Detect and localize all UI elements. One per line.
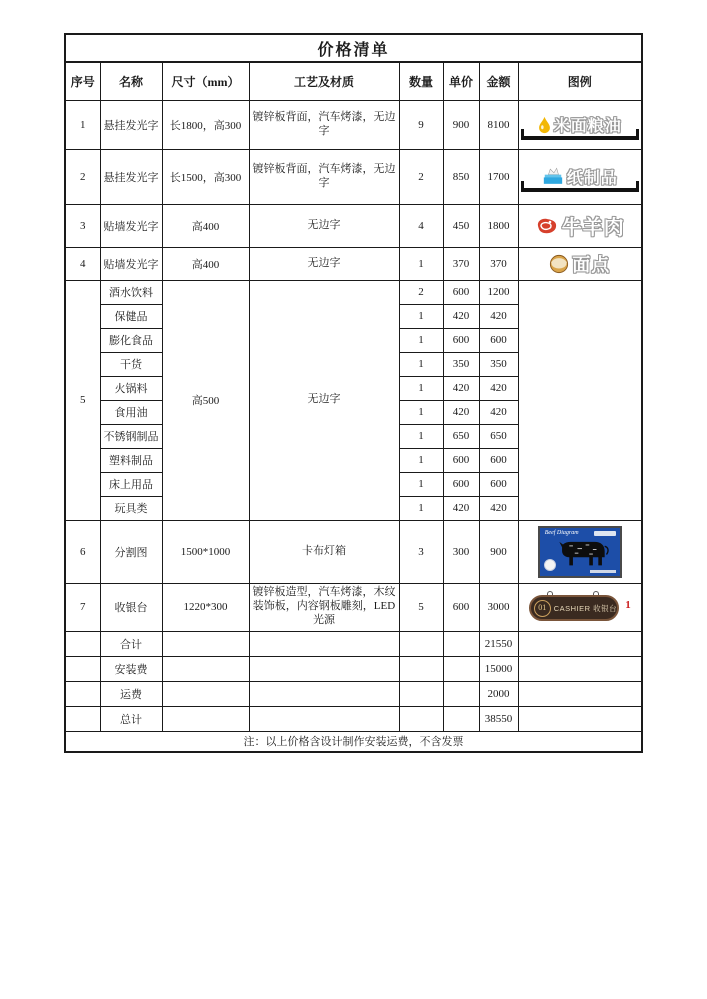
title-row — [65, 34, 642, 62]
cell-process: 镀锌板背面，汽车烤漆，无边字 — [249, 100, 399, 149]
cell-no: 5 — [65, 280, 100, 520]
tissue-box-icon — [542, 167, 564, 186]
cell-qty: 1 — [399, 472, 443, 496]
cell-qty: 1 — [399, 448, 443, 472]
cell-no: 2 — [65, 149, 100, 204]
cell-qty: 4 — [399, 204, 443, 247]
col-header-amount: 金额 — [479, 62, 518, 100]
cell-empty — [249, 656, 399, 681]
table-row — [65, 583, 642, 631]
cell-name: 食用油 — [100, 400, 162, 424]
cell-name: 床上用品 — [100, 472, 162, 496]
cell-empty — [399, 656, 443, 681]
cell-name: 不锈钢制品 — [100, 424, 162, 448]
cell-qty: 2 — [399, 280, 443, 304]
cell-legend — [518, 583, 642, 631]
col-header-no: 序号 — [65, 62, 100, 100]
cow-icon — [553, 539, 611, 570]
cell-unit-price: 600 — [443, 280, 479, 304]
cell-empty — [65, 631, 100, 656]
cell-amount: 600 — [479, 328, 518, 352]
sign-text: 米面粮油 — [553, 118, 622, 135]
cell-unit-price: 600 — [443, 583, 479, 631]
cell-qty: 1 — [399, 352, 443, 376]
cell-empty — [443, 706, 479, 731]
cell-no: 3 — [65, 204, 100, 247]
cell-amount: 3000 — [479, 583, 518, 631]
cell-amount: 420 — [479, 400, 518, 424]
col-header-process: 工艺及材质 — [249, 62, 399, 100]
cell-empty — [162, 631, 249, 656]
table-row — [65, 520, 642, 583]
cell-name: 酒水饮料 — [100, 280, 162, 304]
cell-legend — [518, 204, 642, 247]
cell-amount: 8100 — [479, 100, 518, 149]
cell-name: 干货 — [100, 352, 162, 376]
col-header-name: 名称 — [100, 62, 162, 100]
cell-size: 1220*300 — [162, 583, 249, 631]
meat-sign — [523, 211, 637, 241]
cell-unit-price: 850 — [443, 149, 479, 204]
cell-legend-empty — [518, 280, 642, 520]
summary-label: 合计 — [100, 631, 162, 656]
table-row — [65, 100, 642, 149]
cashier-sign — [529, 595, 619, 621]
summary-row-subtotal — [65, 631, 642, 656]
cell-empty — [162, 681, 249, 706]
cell-amount: 350 — [479, 352, 518, 376]
cell-qty: 3 — [399, 520, 443, 583]
cell-empty — [399, 631, 443, 656]
cell-size: 1500*1000 — [162, 520, 249, 583]
cell-legend — [518, 149, 642, 204]
cell-no: 1 — [65, 100, 100, 149]
cell-unit-price: 600 — [443, 472, 479, 496]
cell-name: 贴墙发光字 — [100, 247, 162, 280]
header-row — [65, 62, 642, 100]
cell-legend — [518, 520, 642, 583]
page-title: 价格清单 — [65, 34, 642, 62]
cashier-number-badge: 01 — [534, 600, 551, 617]
cell-no: 4 — [65, 247, 100, 280]
table-row — [65, 149, 642, 204]
paper-products-sign — [521, 162, 639, 192]
cell-amount: 1800 — [479, 204, 518, 247]
cell-empty — [65, 706, 100, 731]
cell-empty — [518, 681, 642, 706]
cell-name: 悬挂发光字 — [100, 100, 162, 149]
cell-empty — [399, 706, 443, 731]
cell-empty — [162, 656, 249, 681]
col-header-qty: 数量 — [399, 62, 443, 100]
cashier-sign-image — [529, 589, 631, 625]
cell-qty: 1 — [399, 304, 443, 328]
cell-size: 高400 — [162, 204, 249, 247]
col-header-size: 尺寸（mm） — [162, 62, 249, 100]
cell-process: 无边字 — [249, 247, 399, 280]
cell-legend — [518, 100, 642, 149]
cell-unit-price: 420 — [443, 376, 479, 400]
cell-process: 卡布灯箱 — [249, 520, 399, 583]
cell-size: 长1800，高300 — [162, 100, 249, 149]
oil-drop-icon — [538, 116, 551, 134]
beef-diagram-badge — [594, 531, 616, 536]
pastry-sign — [540, 249, 620, 279]
cell-amount: 420 — [479, 304, 518, 328]
summary-label: 总计 — [100, 706, 162, 731]
beef-diagram-stamp — [544, 559, 556, 571]
cell-empty — [518, 706, 642, 731]
summary-row-grand-total — [65, 706, 642, 731]
cell-size: 长1500，高300 — [162, 149, 249, 204]
cell-empty — [443, 681, 479, 706]
cell-name: 膨化食品 — [100, 328, 162, 352]
cell-size: 高500 — [162, 280, 249, 520]
cell-unit-price: 420 — [443, 496, 479, 520]
cell-no: 6 — [65, 520, 100, 583]
cell-empty — [249, 681, 399, 706]
summary-row-installation — [65, 656, 642, 681]
cell-amount: 650 — [479, 424, 518, 448]
cell-empty — [65, 656, 100, 681]
cell-unit-price: 450 — [443, 204, 479, 247]
revision-mark: 1 — [625, 599, 631, 611]
cell-empty — [399, 681, 443, 706]
summary-amount: 2000 — [479, 681, 518, 706]
cell-qty: 5 — [399, 583, 443, 631]
summary-row-shipping — [65, 681, 642, 706]
note-row — [65, 731, 642, 752]
cell-unit-price: 350 — [443, 352, 479, 376]
cell-amount: 900 — [479, 520, 518, 583]
col-header-unit-price: 单价 — [443, 62, 479, 100]
cell-name: 分割图 — [100, 520, 162, 583]
cell-qty: 1 — [399, 247, 443, 280]
cell-unit-price: 650 — [443, 424, 479, 448]
cell-amount: 420 — [479, 496, 518, 520]
cell-qty: 1 — [399, 400, 443, 424]
table-row — [65, 204, 642, 247]
summary-amount: 21550 — [479, 631, 518, 656]
cell-name: 火锅料 — [100, 376, 162, 400]
beef-diagram-title: Beef Diagram — [544, 529, 579, 536]
cell-unit-price: 600 — [443, 448, 479, 472]
cell-unit-price: 300 — [443, 520, 479, 583]
cell-process: 无边字 — [249, 204, 399, 247]
cell-process: 无边字 — [249, 280, 399, 520]
group5-row — [65, 280, 642, 304]
summary-label: 运费 — [100, 681, 162, 706]
cell-empty — [518, 656, 642, 681]
cell-legend — [518, 247, 642, 280]
sign-text: 纸制品 — [566, 170, 618, 187]
col-header-legend: 图例 — [518, 62, 642, 100]
summary-amount: 15000 — [479, 656, 518, 681]
cell-empty — [249, 631, 399, 656]
price-table — [64, 33, 643, 753]
grain-oil-sign — [521, 110, 639, 140]
cell-qty: 2 — [399, 149, 443, 204]
cell-unit-price: 420 — [443, 304, 479, 328]
footnote: 注：以上价格含设计制作安装运费，不含发票 — [65, 731, 642, 752]
meat-icon — [535, 216, 559, 236]
sign-base-bar — [521, 188, 639, 192]
cell-empty — [443, 656, 479, 681]
cell-empty — [162, 706, 249, 731]
cell-process: 镀锌板造型，汽车烤漆，木纹装饰板，内容钢板雕刻，LED光源 — [249, 583, 399, 631]
sign-base-bar — [521, 136, 639, 140]
cell-unit-price: 420 — [443, 400, 479, 424]
sign-text: 面点 — [572, 254, 611, 275]
cell-qty: 1 — [399, 328, 443, 352]
beef-diagram-image — [538, 526, 622, 578]
cell-amount: 600 — [479, 448, 518, 472]
sign-text: 牛羊肉 — [561, 217, 625, 239]
cell-qty: 1 — [399, 424, 443, 448]
cashier-sign-text: CASHIER 收银台 — [553, 603, 618, 613]
cell-empty — [443, 631, 479, 656]
cell-amount: 600 — [479, 472, 518, 496]
cell-name: 悬挂发光字 — [100, 149, 162, 204]
cell-amount: 420 — [479, 376, 518, 400]
cell-empty — [65, 681, 100, 706]
cell-name: 保健品 — [100, 304, 162, 328]
cell-qty: 1 — [399, 496, 443, 520]
table-row — [65, 247, 642, 280]
cell-name: 收银台 — [100, 583, 162, 631]
cell-qty: 9 — [399, 100, 443, 149]
cell-no: 7 — [65, 583, 100, 631]
cell-empty — [518, 631, 642, 656]
cell-process: 镀锌板背面，汽车烤漆，无边字 — [249, 149, 399, 204]
cell-unit-price: 370 — [443, 247, 479, 280]
cell-qty: 1 — [399, 376, 443, 400]
cell-empty — [249, 706, 399, 731]
beef-diagram-caption — [590, 570, 616, 573]
cell-name: 玩具类 — [100, 496, 162, 520]
cell-name: 塑料制品 — [100, 448, 162, 472]
cell-name: 贴墙发光字 — [100, 204, 162, 247]
cell-amount: 1200 — [479, 280, 518, 304]
cell-amount: 1700 — [479, 149, 518, 204]
cell-size: 高400 — [162, 247, 249, 280]
bun-icon — [549, 254, 569, 274]
cell-amount: 370 — [479, 247, 518, 280]
summary-amount: 38550 — [479, 706, 518, 731]
cell-unit-price: 900 — [443, 100, 479, 149]
summary-label: 安装费 — [100, 656, 162, 681]
cell-unit-price: 600 — [443, 328, 479, 352]
